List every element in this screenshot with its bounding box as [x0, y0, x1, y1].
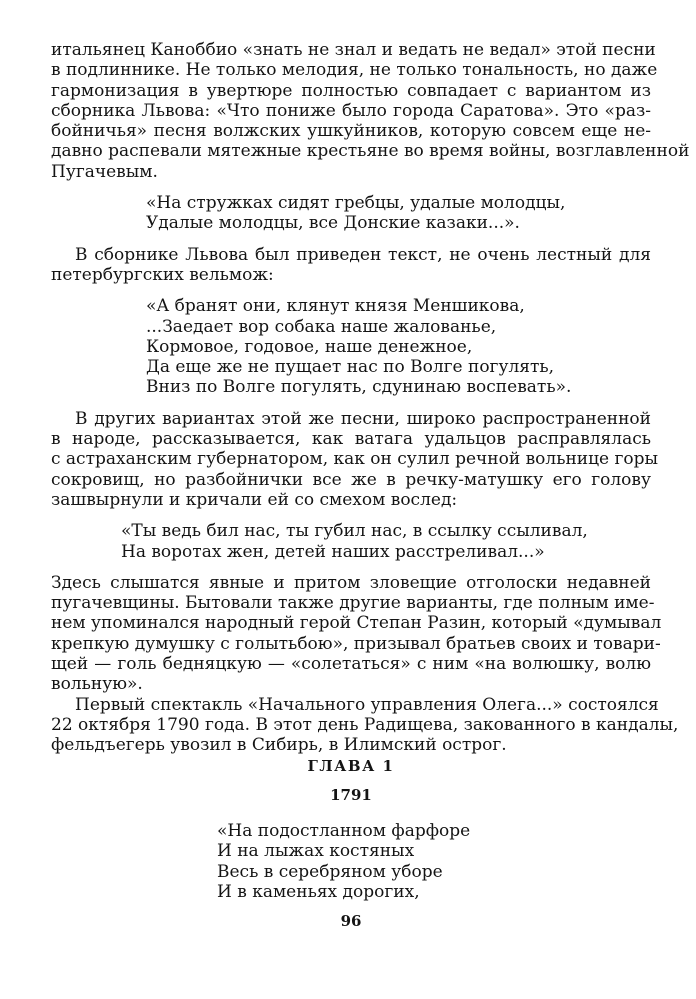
- text-line: в подлиннике. Не только мелодия, не только тональность, но даже: [51, 60, 658, 81]
- verse-line: И в каменьях дорогих,: [217, 881, 420, 902]
- text-line: пугачевщины. Бытовали также другие варианты, где полным име-: [51, 593, 655, 614]
- book-page: [51, 40, 690, 756]
- verse-line: «Ты ведь бил нас, ты губил нас, в ссылку ссыливал,: [121, 521, 588, 542]
- text-line: крепкую думушку с голытьбою», призывал братьев своих и товари-: [51, 633, 661, 654]
- chapter-year: 1791: [330, 786, 372, 804]
- text-line: давно распевали мятежные крестьяне во время войны, возглавленной: [51, 141, 690, 162]
- text-line: бойничья» песня волжских ушкуйников, которую совсем еще не-: [51, 121, 651, 142]
- text-line: сборника Львова: «Что пониже было города Саратова». Это «раз-: [51, 100, 651, 121]
- text-line: нем упоминался народный герой Степан Разин, который «думывал: [51, 613, 662, 634]
- text-line: Первый спектакль «Начального управления Олега...» состоялся: [75, 694, 659, 715]
- verse-quote-3: [51, 521, 651, 562]
- text-line: 22 октября 1790 года. В этот день Радищева, закованного в кандалы,: [51, 714, 679, 735]
- verse-line: Весь в серебряном уборе: [217, 861, 443, 882]
- text-line: вольную».: [51, 674, 143, 695]
- verse-line: Да еще же не пущает нас по Волге погулять,: [146, 357, 555, 378]
- text-line: с астраханским губернатором, как он сулил речной вольнице горы: [51, 449, 659, 470]
- verse-quote-2: [51, 296, 651, 397]
- text-line: петербургских вельмож:: [51, 264, 274, 285]
- text-line: сокровищ, но разбойнички все же в речку-матушку его голову: [51, 469, 651, 490]
- text-line: В сборнике Львова был приведен текст, не очень лестный для: [75, 244, 651, 265]
- verse-line: Вниз по Волге погулять, сдунинаю воспевать».: [146, 377, 572, 398]
- paragraph-5: [51, 694, 679, 756]
- verse-line: ...Заедает вор собака наше жалованье,: [146, 316, 497, 337]
- page-number: 96: [340, 912, 362, 930]
- verse-line: «На стружках сидят гребцы, удалые молодцы,: [146, 193, 566, 214]
- text-line: гармонизация в увертюре полностью совпадает с вариантом из: [51, 80, 651, 101]
- verse-line: Кормовое, годовое, наше денежное,: [146, 336, 473, 357]
- chapter-heading: ГЛАВА 1: [307, 757, 395, 775]
- verse-line: Удалые молодцы, все Донские казаки...».: [146, 213, 520, 234]
- verse-line: И на лыжах костяных: [217, 841, 415, 862]
- text-line: щей — голь бедняцкую — «солетаться» с ним «на волюшку, волю: [51, 654, 651, 675]
- verse-line: «На подостланном фарфоре: [217, 821, 471, 841]
- paragraph-1: [51, 40, 690, 182]
- verse-line: «А бранят они, клянут князя Меншикова,: [146, 296, 525, 317]
- text-line: фельдъегерь увозил в Сибирь, в Илимский острог.: [51, 735, 507, 756]
- text-line: Пугачевым.: [51, 161, 158, 182]
- text-line: В других вариантах этой же песни, широко распространенной: [75, 408, 651, 429]
- text-line: в народе, рассказывается, как ватага удальцов расправлялась: [51, 429, 651, 450]
- text-line: зашвырнули и кричали ей со смехом вослед:: [51, 489, 458, 510]
- verse-quote-4: [217, 821, 470, 902]
- text-line: Здесь слышатся явные и притом зловещие отголоски недавней: [51, 572, 651, 593]
- paragraph-3: [51, 408, 659, 510]
- paragraph-2: [51, 245, 651, 286]
- verse-quote-1: [51, 193, 651, 234]
- verse-line: На воротах жен, детей наших расстреливал...»: [121, 541, 545, 562]
- text-line: итальянец Каноббио «знать не знал и ведать не ведал» этой песни: [51, 40, 656, 60]
- paragraph-4: [51, 572, 662, 695]
